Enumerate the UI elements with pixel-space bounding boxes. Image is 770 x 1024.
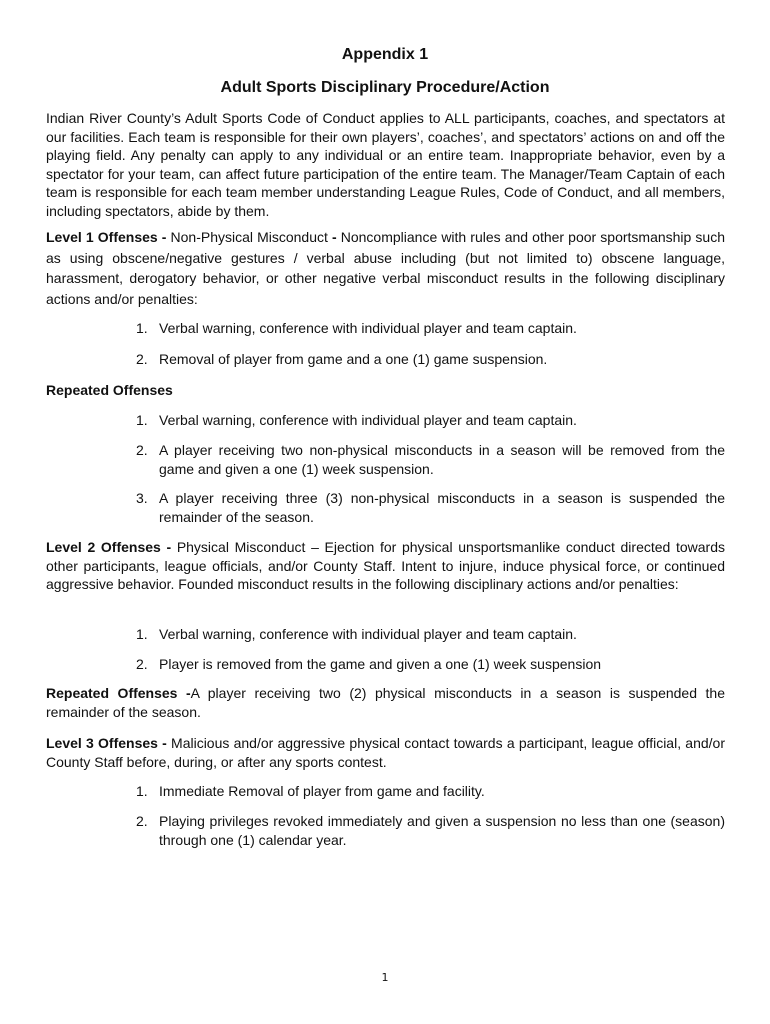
repeated2-text: A player receiving two (2) physical misconducts in a season is suspended the remainder of the season. [46,685,725,720]
list-item [136,350,725,369]
document-subtitle: Adult Sports Disciplinary Procedure/Action [220,79,550,96]
repeated2-heading: Repeated Offenses - [46,685,191,701]
level1-heading: Level 1 Offenses - [46,229,171,245]
level2-paragraph [46,538,725,594]
list-number: 1. [136,626,148,642]
list-item [136,655,725,674]
page-number: 1 [381,971,389,984]
level3-text: Malicious and/or aggressive physical contact towards a participant, league official, and/or County Staff before, during, or after any sports contest. [46,735,726,770]
list-text: Playing privileges revoked immediately and given a suspension no less than one (season) through one (1) calendar year. [159,813,725,848]
intro-paragraph: Indian River County’s Adult Sports Code of Conduct applies to ALL participants, coaches, and spectators at our facilities. Each team is responsible for their own players’, coaches’, and spectators’ actions on and off the playing field. Any penalty can apply to any individual or an entire team. Inappropriate behavior, even by a spectator for your team, can affect future participation of the entire team. The Manager/Team Captain of each team is responsible for each team member understanding League Rules, Code of Conduct, and all members, including spectators, abide by them. [46,110,725,219]
level1-subheading: Non-Physical Misconduct [170,229,328,245]
list-number: 2. [136,351,148,367]
list-item [136,782,725,801]
list-item [136,489,725,527]
list-item [136,441,725,479]
level1-separator: - [327,229,341,245]
list-number: 2. [136,656,148,672]
appendix-title: Appendix 1 [341,46,429,63]
list-number: 3. [136,490,148,506]
list-text: Immediate Removal of player from game and facility. [159,783,485,799]
repeated1-heading: Repeated Offenses [46,382,173,398]
list-text: Removal of player from game and a one (1) game suspension. [159,351,548,367]
level1-text: Noncompliance with rules and other poor sportsmanship such as using obscene/negative gestures / verbal abuse including (but not limited to) obscene language, harassment, derogatory behavior, or other negative verbal misconduct results in the following disciplinary actions and/or penalties: [46,229,725,307]
list-text: Player is removed from the game and given a one (1) week suspension [159,656,602,672]
list-text: A player receiving three (3) non-physical misconducts in a season is suspended the remainder of the season. [159,490,725,525]
list-number: 1. [136,320,148,336]
level2-text: Physical Misconduct – Ejection for physical unsportsmanlike conduct directed towards other participants, league officials, and/or County Staff. Intent to injure, induce physical force, or continued aggressive behavior. Founded misconduct results in the following disciplinary actions and/or penalties: [46,539,725,592]
level1-paragraph [46,227,725,309]
list-text: Verbal warning, conference with individual player and team captain. [159,412,577,428]
list-item [136,625,725,644]
list-text: Verbal warning, conference with individual player and team captain. [159,320,577,336]
list-text: Verbal warning, conference with individual player and team captain. [159,626,577,642]
level2-heading: Level 2 Offenses - [46,539,177,555]
list-item [136,812,725,850]
list-item [136,319,725,338]
list-number: 1. [136,783,148,799]
level3-paragraph [46,734,725,771]
level3-heading: Level 3 Offenses - [46,735,172,751]
list-number: 2. [136,442,148,458]
list-text: A player receiving two non-physical misconducts in a season will be removed from the game and given a one (1) week suspension. [159,442,725,477]
repeated-offenses-heading [46,381,725,400]
list-number: 2. [136,813,148,829]
list-number: 1. [136,412,148,428]
repeated2-paragraph [46,684,725,721]
list-item [136,411,725,430]
